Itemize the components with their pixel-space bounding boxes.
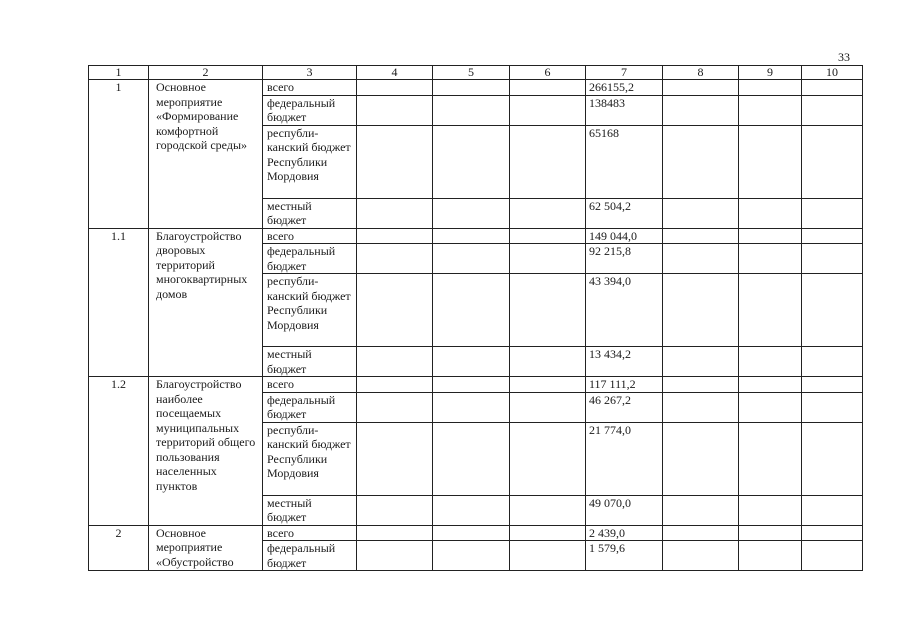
empty-cell (510, 422, 586, 495)
empty-cell (357, 95, 433, 125)
funding-source: местный бюджет (263, 495, 357, 525)
empty-cell (433, 392, 510, 422)
empty-cell (802, 125, 863, 198)
header-cell: 3 (263, 66, 357, 80)
amount-cell: 43 394,0 (586, 274, 663, 347)
empty-cell (663, 377, 739, 393)
empty-cell (510, 125, 586, 198)
empty-cell (739, 377, 802, 393)
empty-cell (510, 244, 586, 274)
empty-cell (739, 80, 802, 96)
item-name: Благоустройство дворовых территорий многоквартирных домов (149, 228, 263, 377)
empty-cell (663, 347, 739, 377)
amount-cell: 2 439,0 (586, 525, 663, 541)
empty-cell (433, 347, 510, 377)
header-cell: 5 (433, 66, 510, 80)
empty-cell (802, 228, 863, 244)
empty-cell (739, 495, 802, 525)
empty-cell (739, 392, 802, 422)
funding-source: местный бюджет (263, 347, 357, 377)
empty-cell (357, 125, 433, 198)
empty-cell (357, 392, 433, 422)
empty-cell (739, 541, 802, 571)
empty-cell (357, 525, 433, 541)
table-row (89, 228, 863, 244)
empty-cell (510, 392, 586, 422)
header-cell: 8 (663, 66, 739, 80)
header-cell: 4 (357, 66, 433, 80)
empty-cell (663, 244, 739, 274)
empty-cell (739, 95, 802, 125)
amount-cell: 49 070,0 (586, 495, 663, 525)
funding-source: всего (263, 80, 357, 96)
empty-cell (433, 125, 510, 198)
amount-cell: 266155,2 (586, 80, 663, 96)
empty-cell (739, 244, 802, 274)
empty-cell (433, 198, 510, 228)
empty-cell (357, 495, 433, 525)
empty-cell (510, 274, 586, 347)
amount-cell: 13 434,2 (586, 347, 663, 377)
empty-cell (433, 95, 510, 125)
amount-cell: 65168 (586, 125, 663, 198)
funding-source: федеральный бюджет (263, 244, 357, 274)
budget-table (88, 65, 863, 571)
empty-cell (739, 347, 802, 377)
funding-source: республи-канский бюджет Республики Мордовия (263, 125, 357, 198)
amount-cell: 21 774,0 (586, 422, 663, 495)
empty-cell (433, 495, 510, 525)
funding-source: всего (263, 377, 357, 393)
header-row (89, 66, 863, 80)
empty-cell (663, 125, 739, 198)
amount-cell: 1 579,6 (586, 541, 663, 571)
empty-cell (663, 198, 739, 228)
table-row (89, 80, 863, 96)
empty-cell (802, 274, 863, 347)
empty-cell (510, 228, 586, 244)
empty-cell (663, 541, 739, 571)
empty-cell (802, 495, 863, 525)
header-cell: 1 (89, 66, 149, 80)
empty-cell (663, 274, 739, 347)
empty-cell (357, 80, 433, 96)
empty-cell (510, 377, 586, 393)
empty-cell (510, 495, 586, 525)
empty-cell (510, 541, 586, 571)
empty-cell (663, 95, 739, 125)
empty-cell (802, 244, 863, 274)
empty-cell (663, 495, 739, 525)
empty-cell (433, 228, 510, 244)
funding-source: федеральный бюджет (263, 392, 357, 422)
header-cell: 10 (802, 66, 863, 80)
item-number: 1 (89, 80, 149, 229)
empty-cell (663, 525, 739, 541)
empty-cell (739, 525, 802, 541)
empty-cell (433, 377, 510, 393)
empty-cell (433, 80, 510, 96)
empty-cell (802, 541, 863, 571)
item-name: Основное мероприятие «Формирование комфортной городской среды» (149, 80, 263, 229)
funding-source: федеральный бюджет (263, 541, 357, 571)
empty-cell (802, 377, 863, 393)
header-cell: 9 (739, 66, 802, 80)
empty-cell (802, 392, 863, 422)
funding-source: республи-канский бюджет Республики Мордовия (263, 274, 357, 347)
empty-cell (433, 541, 510, 571)
empty-cell (357, 422, 433, 495)
funding-source: республи-канский бюджет Республики Мордовия (263, 422, 357, 495)
item-number: 2 (89, 525, 149, 571)
funding-source: всего (263, 228, 357, 244)
table-row (89, 377, 863, 393)
empty-cell (433, 525, 510, 541)
funding-source: федеральный бюджет (263, 95, 357, 125)
empty-cell (802, 80, 863, 96)
empty-cell (739, 274, 802, 347)
empty-cell (510, 198, 586, 228)
empty-cell (357, 244, 433, 274)
empty-cell (510, 95, 586, 125)
empty-cell (433, 244, 510, 274)
empty-cell (663, 80, 739, 96)
item-name: Благоустройство наиболее посещаемых муниципальных территорий общего пользования населенных пунктов (149, 377, 263, 526)
empty-cell (357, 274, 433, 347)
empty-cell (510, 80, 586, 96)
empty-cell (802, 198, 863, 228)
empty-cell (357, 198, 433, 228)
empty-cell (357, 377, 433, 393)
empty-cell (739, 228, 802, 244)
empty-cell (739, 422, 802, 495)
funding-source: местный бюджет (263, 198, 357, 228)
table-row (89, 525, 863, 541)
empty-cell (802, 525, 863, 541)
item-number: 1.1 (89, 228, 149, 377)
amount-cell: 138483 (586, 95, 663, 125)
empty-cell (802, 422, 863, 495)
empty-cell (433, 274, 510, 347)
empty-cell (357, 541, 433, 571)
amount-cell: 149 044,0 (586, 228, 663, 244)
item-name: Основное мероприятие «Обустройство (149, 525, 263, 571)
empty-cell (663, 228, 739, 244)
header-cell: 7 (586, 66, 663, 80)
header-cell: 2 (149, 66, 263, 80)
amount-cell: 62 504,2 (586, 198, 663, 228)
empty-cell (739, 125, 802, 198)
amount-cell: 117 111,2 (586, 377, 663, 393)
empty-cell (510, 347, 586, 377)
header-cell: 6 (510, 66, 586, 80)
empty-cell (357, 228, 433, 244)
amount-cell: 92 215,8 (586, 244, 663, 274)
empty-cell (802, 347, 863, 377)
page-number: 33 (838, 50, 850, 64)
empty-cell (510, 525, 586, 541)
funding-source: всего (263, 525, 357, 541)
empty-cell (357, 347, 433, 377)
empty-cell (433, 422, 510, 495)
empty-cell (802, 95, 863, 125)
empty-cell (739, 198, 802, 228)
item-number: 1.2 (89, 377, 149, 526)
empty-cell (663, 422, 739, 495)
amount-cell: 46 267,2 (586, 392, 663, 422)
empty-cell (663, 392, 739, 422)
